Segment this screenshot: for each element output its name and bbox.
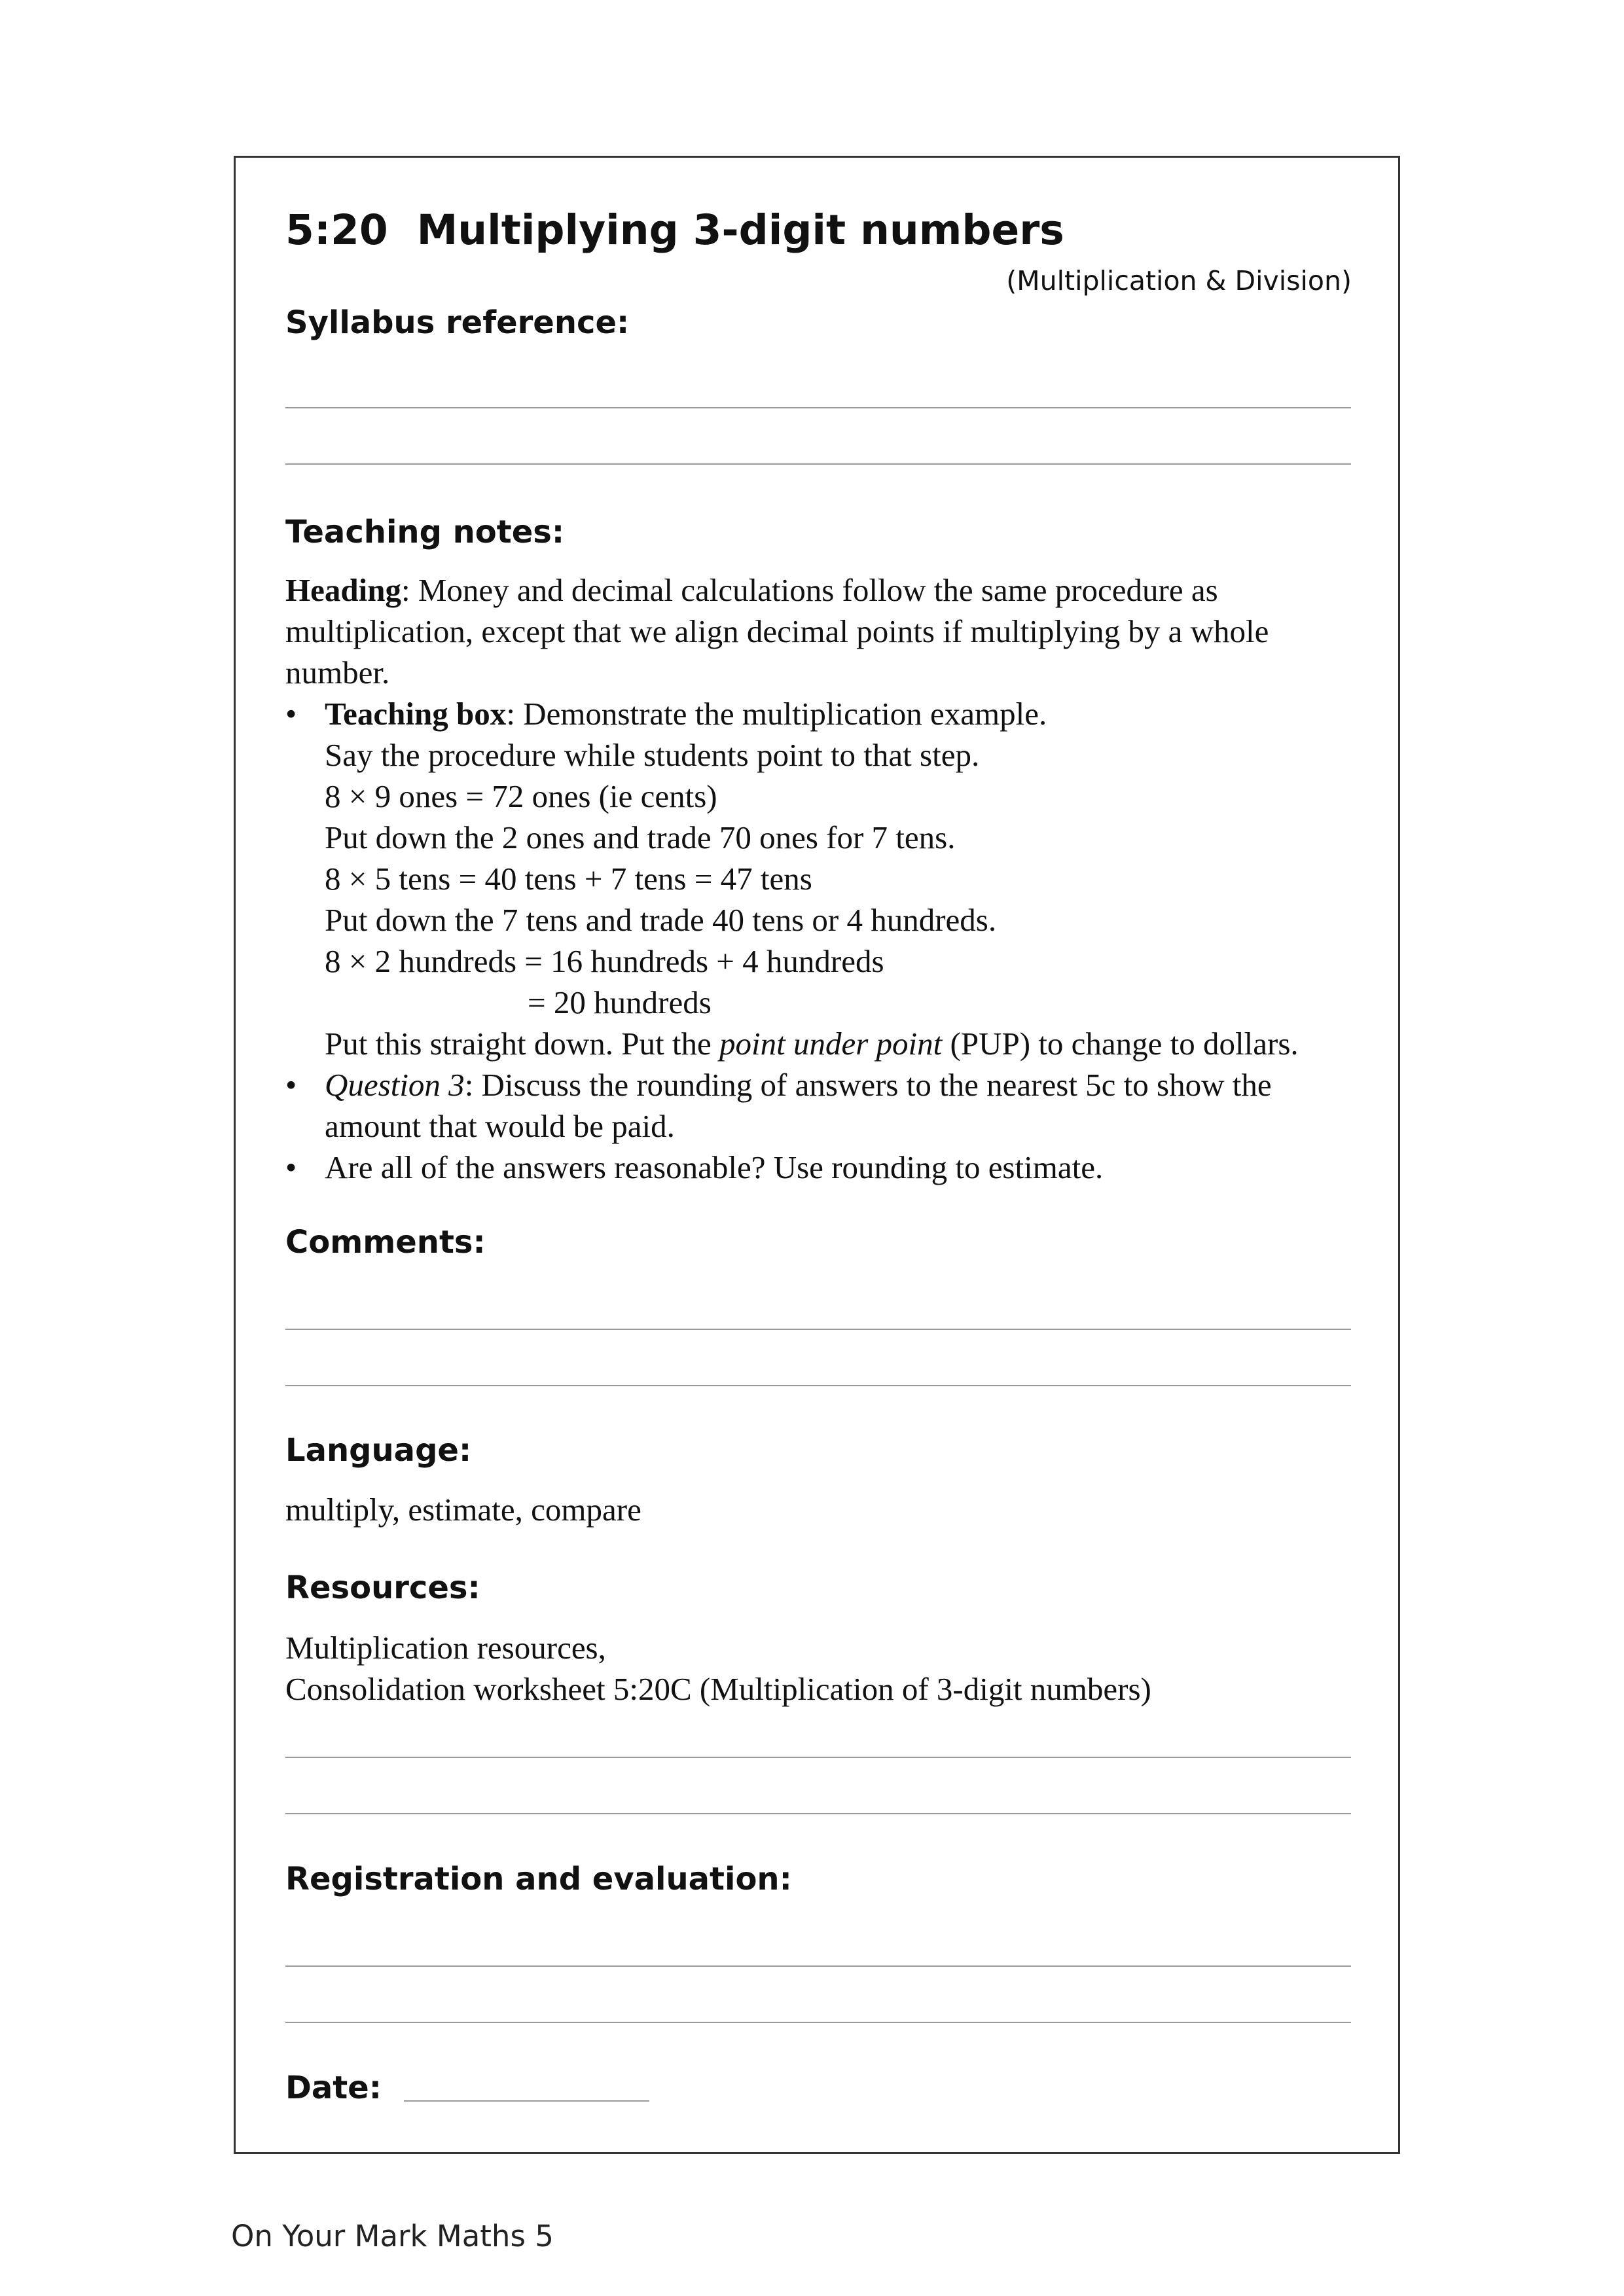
question-3-label: Question 3 [325, 1067, 465, 1103]
resources-line: Consolidation worksheet 5:20C (Multiplication of 3-digit numbers) [285, 1671, 1151, 1707]
procedure-step: 8 × 2 hundreds = 16 hundreds + 4 hundreds [325, 943, 884, 979]
question-3-text: : Discuss the rounding of answers to the nearest 5c to show the amount that would be paid. [325, 1067, 1272, 1144]
procedure-step-result: = 20 hundreds [528, 984, 712, 1020]
registration-heading: Registration and evaluation: [285, 1861, 792, 1897]
teaching-box-text: : Demonstrate the multiplication example. [506, 696, 1047, 732]
teaching-box-label: Teaching box [325, 696, 507, 732]
syllabus-line-2 [285, 463, 1351, 465]
teaching-notes-heading: Teaching notes: [285, 514, 565, 550]
question-3-note [285, 1064, 1359, 1147]
resources-line-2 [285, 1813, 1351, 1814]
pup-italic: point under point [719, 1026, 943, 1062]
footer-book-title: On Your Mark Maths 5 [231, 2219, 554, 2253]
procedure-step: Put down the 7 tens and trade 40 tens or 4 hundreds. [325, 902, 997, 938]
heading-note-text: : Money and decimal calculations follow the same procedure as multiplication, except that we align decimal points if multiplying by a whole number. [285, 572, 1269, 691]
comments-heading: Comments: [285, 1224, 486, 1261]
resources-heading: Resources: [285, 1570, 480, 1606]
page-title: 5:20 Multiplying 3-digit numbers [285, 206, 1064, 254]
resources-line: Multiplication resources, [285, 1630, 606, 1666]
procedure-step: 8 × 9 ones = 72 ones (ie cents) [325, 778, 717, 814]
procedure-step: 8 × 5 tens = 40 tens + 7 tens = 47 tens [325, 861, 812, 897]
syllabus-heading: Syllabus reference: [285, 304, 630, 341]
comments-line-1 [285, 1329, 1351, 1330]
registration-line-1 [285, 1965, 1351, 1967]
comments-line-2 [285, 1385, 1351, 1386]
teaching-notes-body [285, 569, 1359, 1188]
language-text: multiply, estimate, compare [285, 1492, 641, 1528]
pup-note [285, 1023, 1359, 1064]
procedure-step: Put down the 2 ones and trade 70 ones for 7 tens. [325, 819, 956, 855]
strand-label: (Multiplication & Division) [1006, 265, 1352, 296]
language-heading: Language: [285, 1432, 472, 1469]
date-line [404, 2100, 649, 2102]
teaching-box-note [285, 693, 1359, 734]
procedure-step: Say the procedure while students point to that step. [325, 737, 980, 773]
date-label: Date: [285, 2070, 382, 2106]
heading-note-label: Heading [285, 572, 401, 608]
pup-before: Put this straight down. Put the [325, 1026, 720, 1062]
heading-note [285, 569, 1359, 693]
reasonable-note: • Are all of the answers reasonable? Use rounding to estimate. [285, 1147, 1359, 1188]
resources-line-1 [285, 1757, 1351, 1758]
pup-after: (PUP) to change to dollars. [942, 1026, 1299, 1062]
syllabus-line-1 [285, 407, 1351, 408]
resources-text [285, 1627, 1359, 1710]
registration-line-2 [285, 2022, 1351, 2023]
